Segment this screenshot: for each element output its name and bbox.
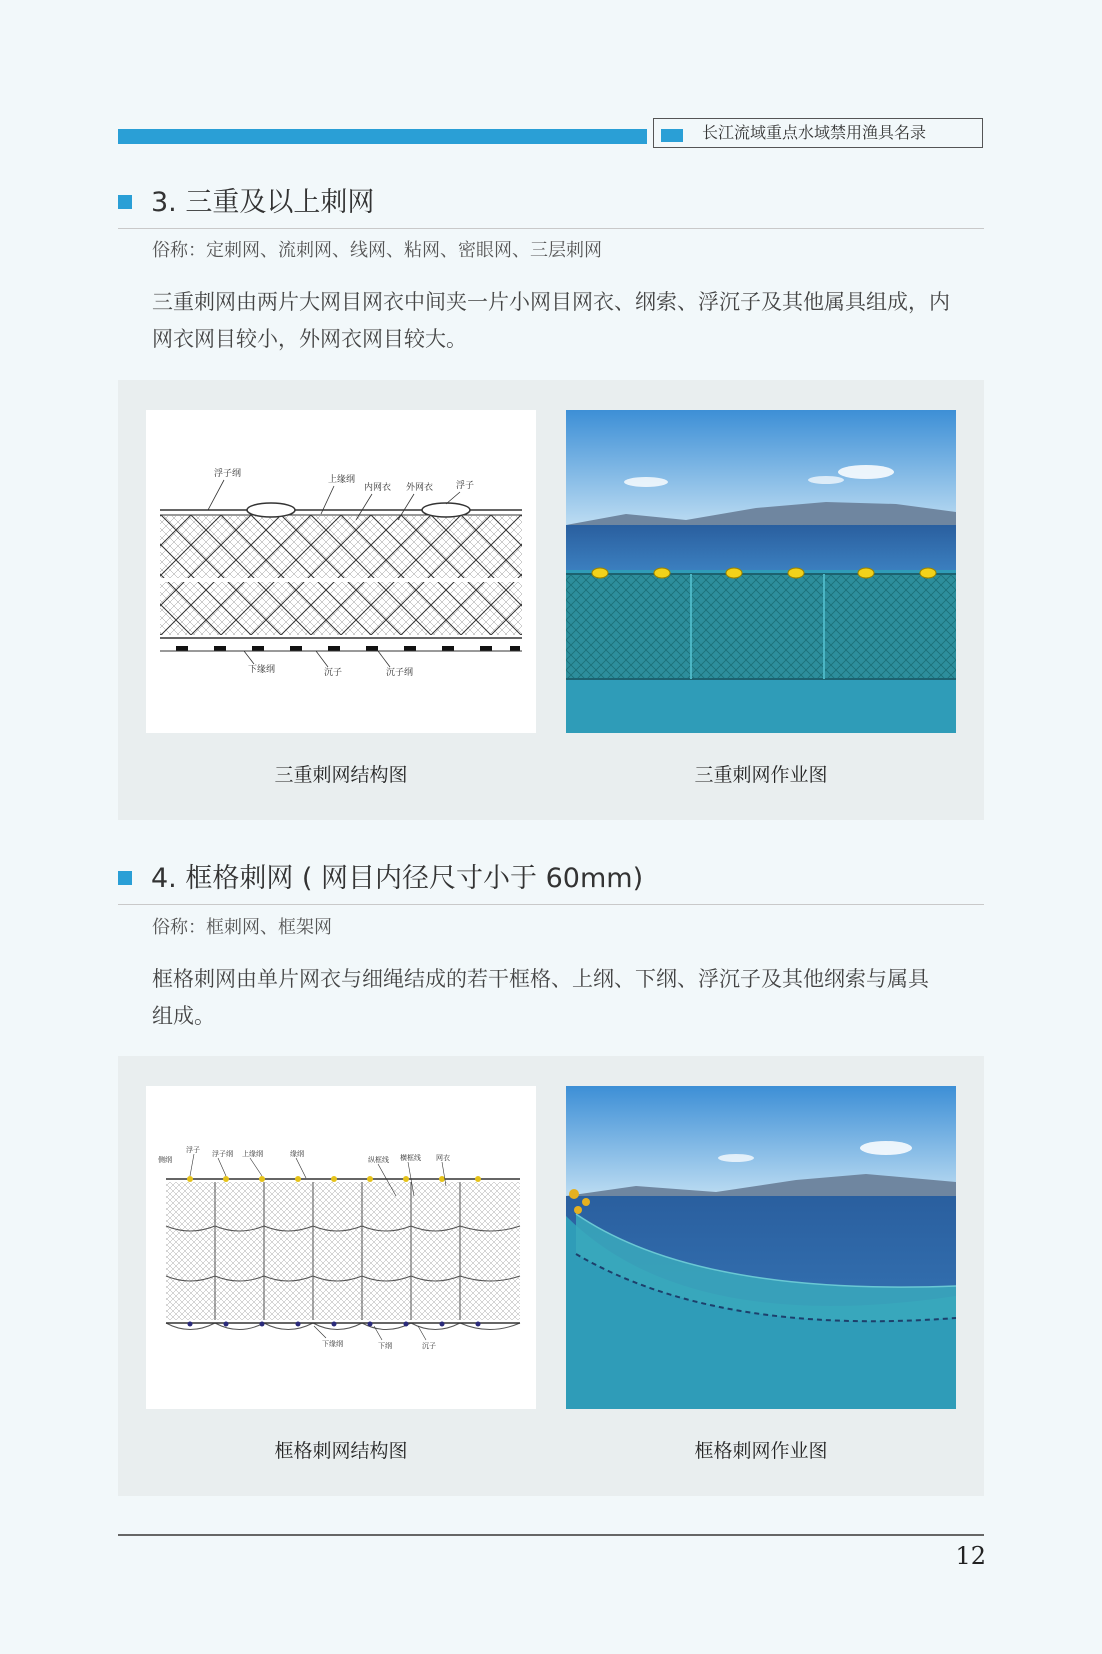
label-sinker: 沉子 bbox=[324, 668, 343, 678]
header-accent-bar bbox=[118, 129, 647, 144]
header-square-icon bbox=[661, 129, 683, 142]
frame-gill-net-structure-diagram bbox=[146, 1086, 536, 1409]
section-divider bbox=[118, 228, 984, 229]
section-alias: 俗称：定刺网、流刺网、线网、粘网、密眼网、三层刺网 bbox=[152, 240, 602, 261]
label-net: 网衣 bbox=[436, 1154, 450, 1162]
label-float-rope: 浮子纲 bbox=[214, 469, 242, 479]
label-outer-net: 外网衣 bbox=[406, 483, 434, 493]
page-number: 12 bbox=[955, 1542, 986, 1570]
frame-gill-net-operation-image bbox=[566, 1086, 956, 1409]
label-sinker: 沉子 bbox=[422, 1342, 436, 1350]
header-title: 长江流域重点水域禁用渔具名录 bbox=[702, 123, 927, 142]
label-head-rope: 上缘纲 bbox=[328, 475, 356, 485]
label-horizontal-line: 横框线 bbox=[400, 1154, 421, 1162]
section-description-line-1: 三重刺网由两片大网目网衣中间夹一片小网目网衣、纲索、浮沉子及其他属具组成，内 bbox=[152, 290, 950, 314]
figure-caption: 三重刺网结构图 bbox=[274, 764, 408, 786]
label-foot-rope: 下缘纲 bbox=[248, 665, 276, 675]
label-float-rope: 浮子纲 bbox=[212, 1150, 233, 1158]
trammel-net-operation-image bbox=[566, 410, 956, 733]
section-divider bbox=[118, 904, 984, 905]
section-title: 3. 三重及以上刺网 bbox=[151, 187, 375, 218]
figure-caption: 框格刺网作业图 bbox=[694, 1440, 828, 1462]
label-side-rope: 侧纲 bbox=[158, 1156, 172, 1164]
label-inner-net: 内网衣 bbox=[364, 483, 392, 493]
section-bullet-icon bbox=[118, 195, 132, 209]
label-sinker-rope: 沉子纲 bbox=[386, 668, 414, 678]
label-float: 浮子 bbox=[186, 1146, 200, 1154]
footer-divider bbox=[118, 1534, 984, 1536]
section-bullet-icon bbox=[118, 871, 132, 885]
label-frame-rope: 缘纲 bbox=[290, 1150, 304, 1158]
figure-caption: 三重刺网作业图 bbox=[694, 764, 828, 786]
label-float: 浮子 bbox=[456, 481, 475, 491]
label-lower-rope: 下纲 bbox=[378, 1342, 392, 1350]
trammel-net-structure-diagram bbox=[146, 410, 536, 733]
label-vertical-line: 纵框线 bbox=[368, 1156, 389, 1164]
section-description-line-2: 网衣网目较小，外网衣网目较大。 bbox=[152, 327, 467, 351]
figure-caption: 框格刺网结构图 bbox=[274, 1440, 408, 1462]
label-foot-rope: 下缘纲 bbox=[322, 1340, 343, 1348]
section-alias: 俗称：框刺网、框架网 bbox=[152, 917, 332, 938]
label-head-rope: 上缘纲 bbox=[242, 1150, 263, 1158]
section-title: 4. 框格刺网 ( 网目内径尺寸小于 60mm) bbox=[151, 863, 644, 894]
section-description-line-1: 框格刺网由单片网衣与细绳结成的若干框格、上纲、下纲、浮沉子及其他纲索与属具 bbox=[152, 967, 929, 991]
section-description-line-2: 组成。 bbox=[152, 1004, 215, 1028]
